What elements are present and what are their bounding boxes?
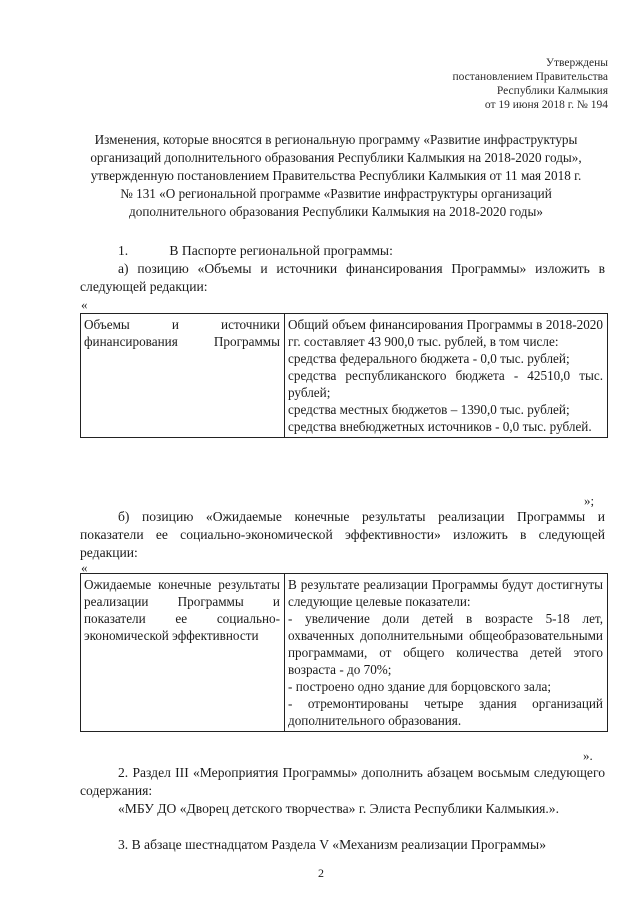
item-b-text: б) позицию «Ожидаемые конечные результаты реализации Программы и показатели ее социально-экономической эффективности» изложить в следующей редакции: — [80, 509, 605, 560]
results-line-children: - увеличение доли детей в возрасте 5-18 лет, охваченных дополнительными общеобразовательными программами, от общего количества детей этого возраста - до 70%; — [288, 611, 603, 677]
results-line-repair: - отремонтированы четыре здания организаций дополнительного образования. — [288, 696, 603, 728]
page-number: 2 — [318, 866, 324, 880]
close-quote-b: ». — [583, 748, 593, 763]
section-3-text: 3. В абзаце шестнадцатом Раздела V «Механизм реализации Программы» — [118, 837, 546, 852]
section-1-heading — [80, 242, 605, 260]
financing-label: Объемы и источники финансирования Программы — [84, 317, 280, 349]
financing-line-offbudget: средства внебюджетных источников - 0,0 тыс. рублей. — [288, 419, 592, 434]
results-line-intro: В результате реализации Программы будут достигнуты следующие целевые показатели: — [288, 577, 603, 609]
table-row — [81, 314, 608, 438]
financing-line-local: средства местных бюджетов – 1390,0 тыс. рублей; — [288, 402, 570, 417]
approval-stamp — [388, 56, 608, 112]
section-2-text: 2. Раздел III «Мероприятия Программы» дополнить абзацем восьмым следующего содержания: — [80, 765, 605, 798]
table-financing-left-cell — [81, 314, 285, 438]
open-quote-b: « — [81, 560, 88, 575]
results-line-building: - построено одно здание для борцовского зала; — [288, 679, 552, 694]
table-financing-right-cell — [285, 314, 608, 438]
table-row — [81, 574, 608, 732]
approval-line-4: от 19 июня 2018 г. № 194 — [484, 99, 608, 111]
table-results-right-cell — [285, 574, 608, 732]
item-a-text: а) позицию «Объемы и источники финансирования Программы» изложить в следующей редакции: — [80, 261, 605, 294]
section-1-heading-text: В Паспорте региональной программы: — [169, 243, 393, 258]
section-1-number: 1. — [118, 243, 129, 258]
financing-line-republic: средства республиканского бюджета - 42510,0 тыс. рублей; — [288, 368, 603, 400]
document-title: Изменения, которые вносятся в региональную программу «Развитие инфраструктуры организаций дополнительного образования Республики Калмыкия на 2018-2020 годы», утвержденную постановлением Правительства Республики Калмыкия от 11 мая 2018 г. № 131 «О региональной программе «Развитие инфраструктуры организаций дополнительного образования Республики Калмыкия на 2018-2020 годы» — [90, 132, 582, 219]
open-quote-a: « — [81, 297, 88, 312]
results-label: Ожидаемые конечные результаты реализации Программы и показатели ее социально-экономической эффективности — [84, 577, 280, 643]
approval-line-1: Утверждены — [545, 57, 608, 69]
approval-line-3: Республики Калмыкия — [496, 85, 608, 97]
financing-line-total: Общий объем финансирования Программы в 2018-2020 гг. составляет 43 900,0 тыс. рублей, в том числе: — [288, 317, 603, 349]
section-2-quote-text: «МБУ ДО «Дворец детского творчества» г. Элиста Республики Калмыкия.». — [118, 801, 559, 816]
table-results — [80, 573, 608, 732]
table-financing — [80, 313, 608, 438]
close-quote-a: »; — [584, 493, 595, 508]
approval-line-2: постановлением Правительства — [452, 71, 608, 83]
financing-line-federal: средства федерального бюджета - 0,0 тыс. рублей; — [288, 351, 570, 366]
table-results-left-cell — [81, 574, 285, 732]
